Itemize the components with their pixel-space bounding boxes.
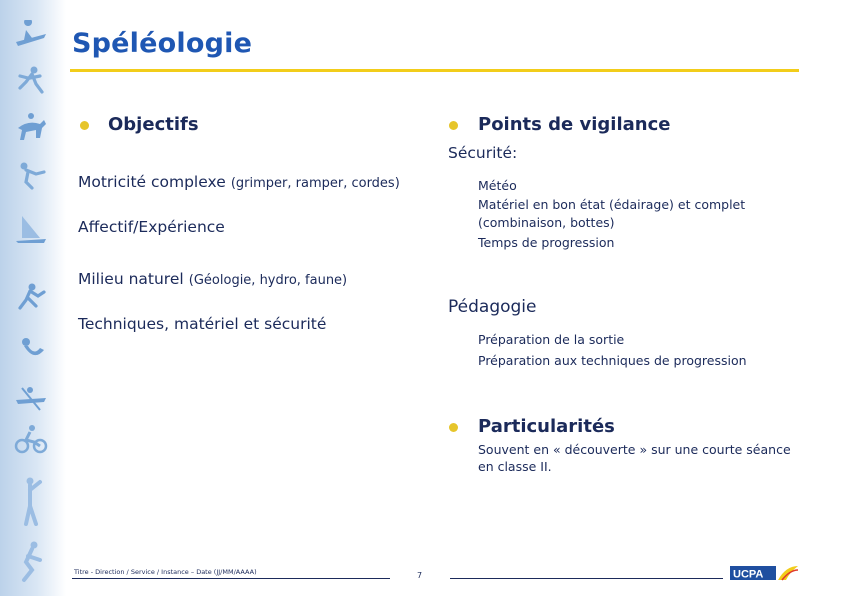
- objectifs-heading: Objectifs: [108, 114, 199, 135]
- objectif-detail: (grimper, ramper, cordes): [230, 176, 400, 191]
- particularites-bullet: [449, 423, 458, 432]
- climber-silhouette-icon: [14, 282, 48, 312]
- page-title: Spéléologie: [72, 28, 253, 59]
- kayak-silhouette-icon: [14, 20, 48, 50]
- objectif-main: Techniques, matériel et sécurité: [78, 315, 327, 333]
- swimmer-silhouette-icon: [14, 334, 48, 364]
- runner-silhouette-icon: [14, 66, 48, 96]
- page-number: 7: [417, 571, 423, 580]
- skier-silhouette-icon: [14, 540, 48, 584]
- footer-text: Titre - Direction / Service / Instance – Date (JJ/MM/AAAA): [74, 568, 257, 576]
- objectif-item: [78, 217, 225, 236]
- objectifs-bullet: [80, 121, 89, 130]
- particularites-heading: Particularités: [478, 416, 615, 437]
- securite-line: Temps de progression: [478, 235, 615, 250]
- pedagogie-label: Pédagogie: [448, 297, 537, 317]
- svg-text:UCPA: UCPA: [733, 568, 764, 581]
- particularites-line: Souvent en « découverte » sur une courte séance: [478, 442, 791, 457]
- paddler-silhouette-icon: [14, 382, 48, 412]
- objectif-main: Motricité complexe: [78, 173, 226, 191]
- sport-sidebar: [0, 0, 66, 596]
- footer-line-left: [72, 578, 390, 579]
- objectif-main: Affectif/Expérience: [78, 218, 225, 236]
- footer-line-right: [450, 578, 723, 579]
- securite-label: Sécurité:: [448, 144, 518, 162]
- windsurf-silhouette-icon: [14, 214, 48, 244]
- particularites-line: en classe II.: [478, 459, 552, 474]
- securite-line: (combinaison, bottes): [478, 215, 615, 230]
- golfer-silhouette-icon: [14, 476, 48, 526]
- securite-line: Matériel en bon état (édairage) et complet: [478, 197, 746, 212]
- pedagogie-line: Préparation aux techniques de progression: [478, 353, 747, 368]
- cyclist-silhouette-icon: [14, 424, 48, 454]
- objectif-item: [78, 314, 326, 333]
- objectif-detail: (Géologie, hydro, faune): [188, 273, 348, 288]
- vigilance-heading: Points de vigilance: [478, 114, 671, 135]
- pedagogie-line: Préparation de la sortie: [478, 332, 625, 347]
- gymnast-silhouette-icon: [14, 160, 48, 190]
- objectif-item: [78, 269, 347, 288]
- vigilance-bullet: [449, 121, 458, 130]
- horse-rider-silhouette-icon: [14, 112, 48, 142]
- objectif-main: Milieu naturel: [78, 270, 184, 288]
- securite-line: Météo: [478, 178, 517, 193]
- ucpa-logo: [730, 564, 800, 582]
- objectif-item: [78, 172, 400, 191]
- title-underline: [70, 69, 799, 72]
